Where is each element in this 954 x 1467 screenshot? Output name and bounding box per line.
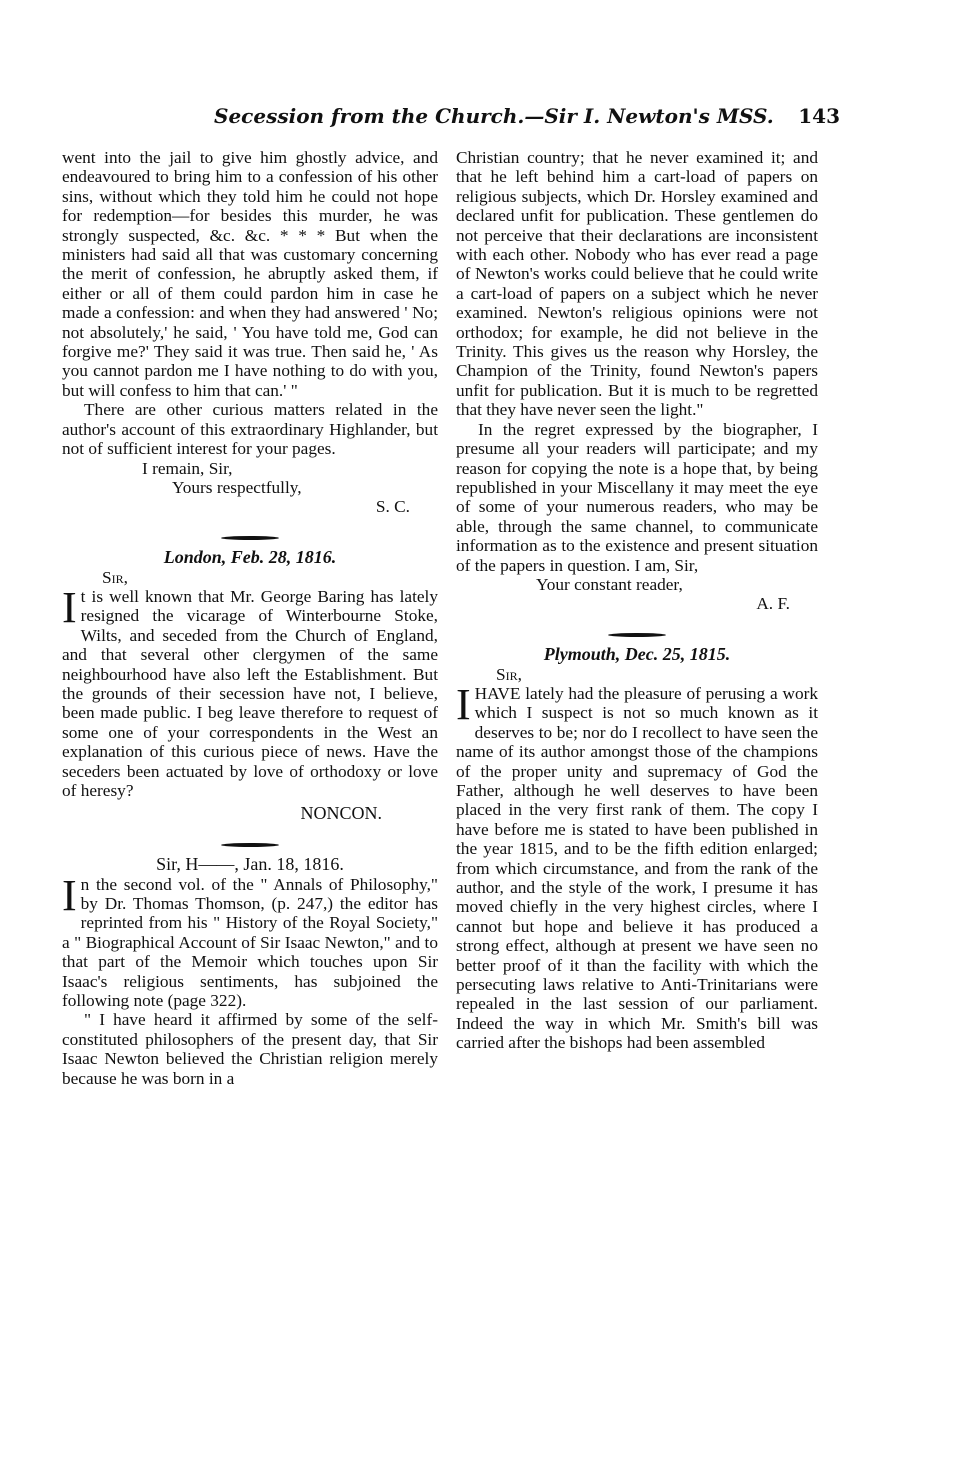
salutation: Sir, [496,664,522,684]
section-divider [62,832,438,851]
salutation: Sir, [102,567,128,587]
signature: A. F. [756,594,790,614]
right-column [456,148,818,1053]
letter-paragraph: Christian country; that he never examined it; and that he left behind him a cart-load of papers on religious subjects, which Dr. Horsley examined and declared unfit for publication. These gentlemen do not perceive that their declarations are inconsistent with each other. Nobody who has ever read a page of Newton's works could believe that he could write a cart-load of papers on a subject which he never examined. Newton's religious opinions were not orthodox; for example, he did not believe in the Trinity. This gives us the reason why Horsley, the Champion of the Trinity, found Newton's papers unfit for publication. But it is much to be regretted that they have never seen the light." [456,148,818,420]
page-number: 143 [798,104,840,128]
letter-paragraph: went into the jail to give him ghostly advice, and endeavoured to bring him to a confession of his other sins, without which they told him he could not hope for redemption—for besides this murder, he was strongly suspected, &c. &c. * * * But when the ministers had said all that was customary concerning the merit of confession, he abruptly asked them, if either or all of them could pardon him in case he made a confession: and when they had answered ' No; not absolutely,' he said, ' You have told me, God can forgive me?' They said it was true. Then said he, ' As you cannot pardon me I have nothing to do with you, but will confess to him that can.' " [62,148,438,400]
running-head: Secession from the Church.—Sir I. Newton's MSS. [214,104,774,128]
letter-paragraph: It is well known that Mr. George Baring has lately resigned the vicarage of Winterbourne Stoke, Wilts, and seceded from the Church of England, and that several other clergymen of the same neighbourhood have also left the Establishment. But the grounds of their secession have not, I believe, been made public. I beg leave therefore to request of some one of your correspondents in the West an explanation of this curious piece of news. Have the seceders been actuated by love of orthodoxy or love of heresy? [62,582,438,800]
letter-paragraph: IHAVE lately had the pleasure of perusing a work which I suspect is not so much known as it deserves to be; nor do I recollect to have seen the name of its author amongst those of the champions of the proper unity and supremacy of God the Father, although he well deserves to have been placed in the very first rank of them. The copy I have before me is stated to have been published in the year 1815, and to be the fifth edition enlarged; from which circumstance, and from the rank of the author, and the style of the work, I presume it has moved chiefly in the very highest circles, where I cannot but hope and believe it has produced a strong effect, although at present we have seen no better proof of it than the facility with which the persecuting laws relative to Anti-Trinitarians were repealed in the last session of our parliament. Indeed the way in which Mr. Smith's bill was carried after the bishops had been assembled [456,679,818,1053]
dateline: Sir, H——, Jan. 18, 1816. [156,854,344,875]
closing-line: Yours respectfully, [172,477,302,497]
letter-paragraph: " I have heard it affirmed by some of the self-constituted philosophers of the present day, that Sir Isaac Newton believed the Christian religion merely because he was born in a [62,1010,438,1088]
left-column [62,148,438,1088]
signature: S. C. [375,497,410,517]
dateline: London, Feb. 28, 1816. [163,547,337,568]
closing-line: Your constant reader, [536,574,683,594]
dateline: Plymouth, Dec. 25, 1815. [543,644,731,665]
section-divider [62,525,438,544]
letter-paragraph: In the regret expressed by the biographer, I presume all your readers will participate; and my reason for copying the note is a hope that, by being republished in your Miscellany it may meet the eye of some of your numerous readers, who may be able, through the same channel, to communicate information as to the existence and present situation of the papers in question. I am, Sir, [456,419,818,575]
signature: NONCON. [300,803,382,824]
closing-line: I remain, Sir, [142,458,233,478]
section-divider [456,622,818,641]
letter-paragraph: There are other curious matters related in the author's account of this extraordinary Highlander, but not of sufficient interest for your pages. [62,400,438,459]
page-header [200,104,840,140]
letter-paragraph: In the second vol. of the " Annals of Philosophy," by Dr. Thomas Thomson, (p. 247,) the editor has reprinted from his " History of the Royal Society," a " Biographical Account of Sir Isaac Newton," and to that part of the Memoir which touches upon Sir Isaac's religious sentiments, has subjoined the following note (page 322). [62,870,438,1011]
